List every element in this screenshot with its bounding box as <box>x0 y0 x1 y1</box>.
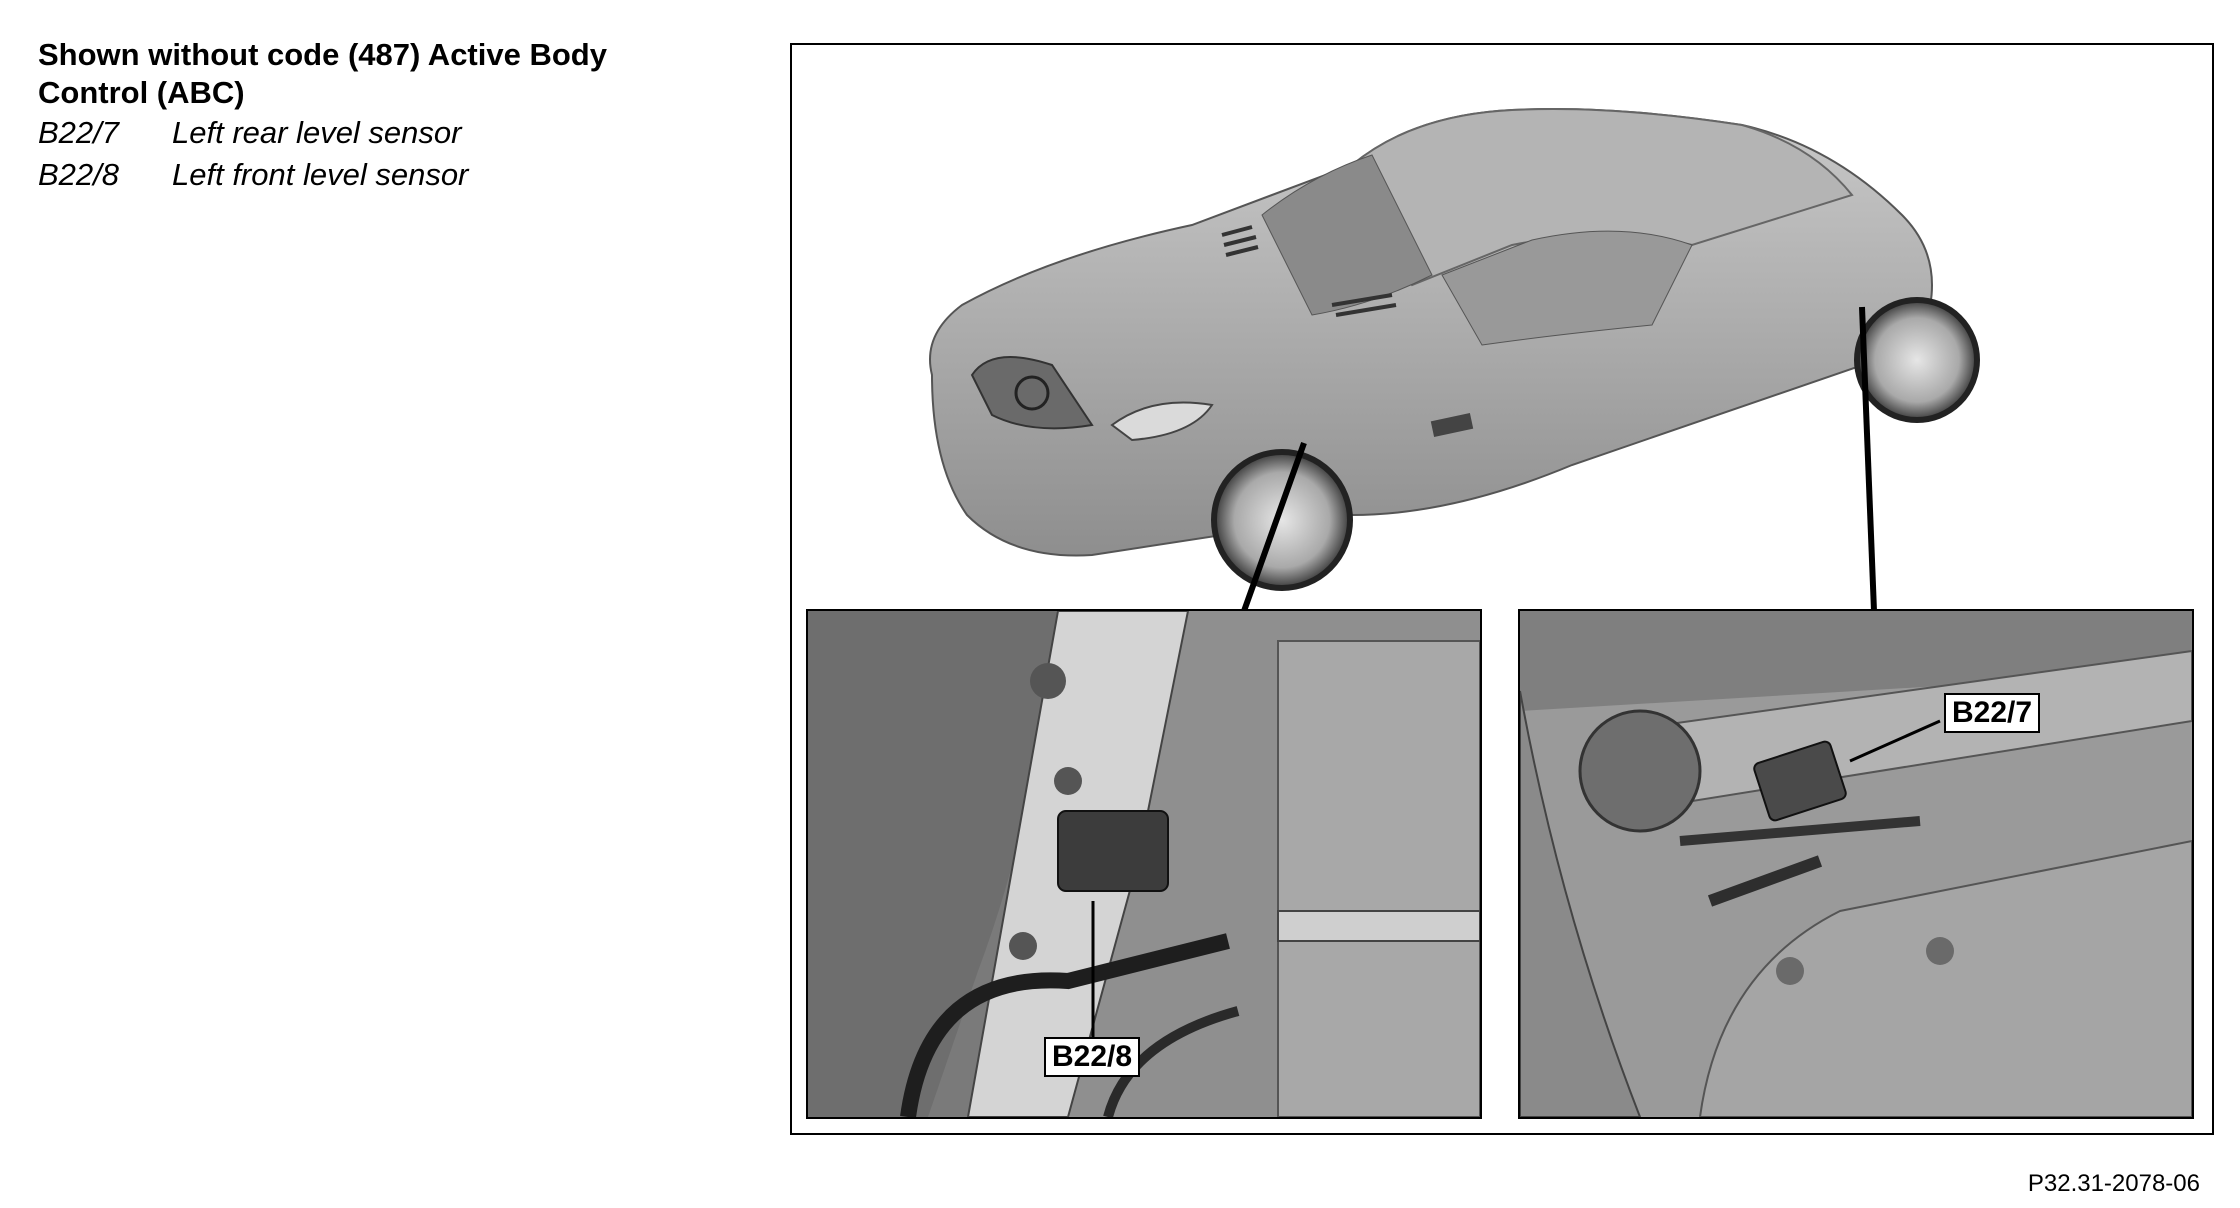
legend-code: B22/8 <box>38 157 120 192</box>
rear-sensor-illustration <box>1520 611 2192 1117</box>
legend-title: Shown without code (487) Active Body Control (ABC) <box>38 37 607 110</box>
legend-description: Left front level sensor <box>172 157 469 192</box>
callout-b22-7: B22/7 <box>1944 693 2040 733</box>
legend-description: Left rear level sensor <box>172 115 462 150</box>
legend <box>38 36 738 196</box>
legend-code: B22/7 <box>38 115 120 150</box>
inset-rear-sensor <box>1518 609 2194 1119</box>
component-location-figure <box>790 43 2214 1135</box>
rear-wheel <box>1857 300 1977 420</box>
front-wheel <box>1214 452 1350 588</box>
inset-front-sensor <box>806 609 1482 1119</box>
figure-id: P32.31-2078-06 <box>2027 1170 2200 1197</box>
legend-item-b22-8 <box>38 154 738 196</box>
front-sensor-illustration <box>808 611 1480 1117</box>
callout-b22-8: B22/8 <box>1044 1037 1140 1077</box>
legend-item-b22-7 <box>38 112 738 154</box>
